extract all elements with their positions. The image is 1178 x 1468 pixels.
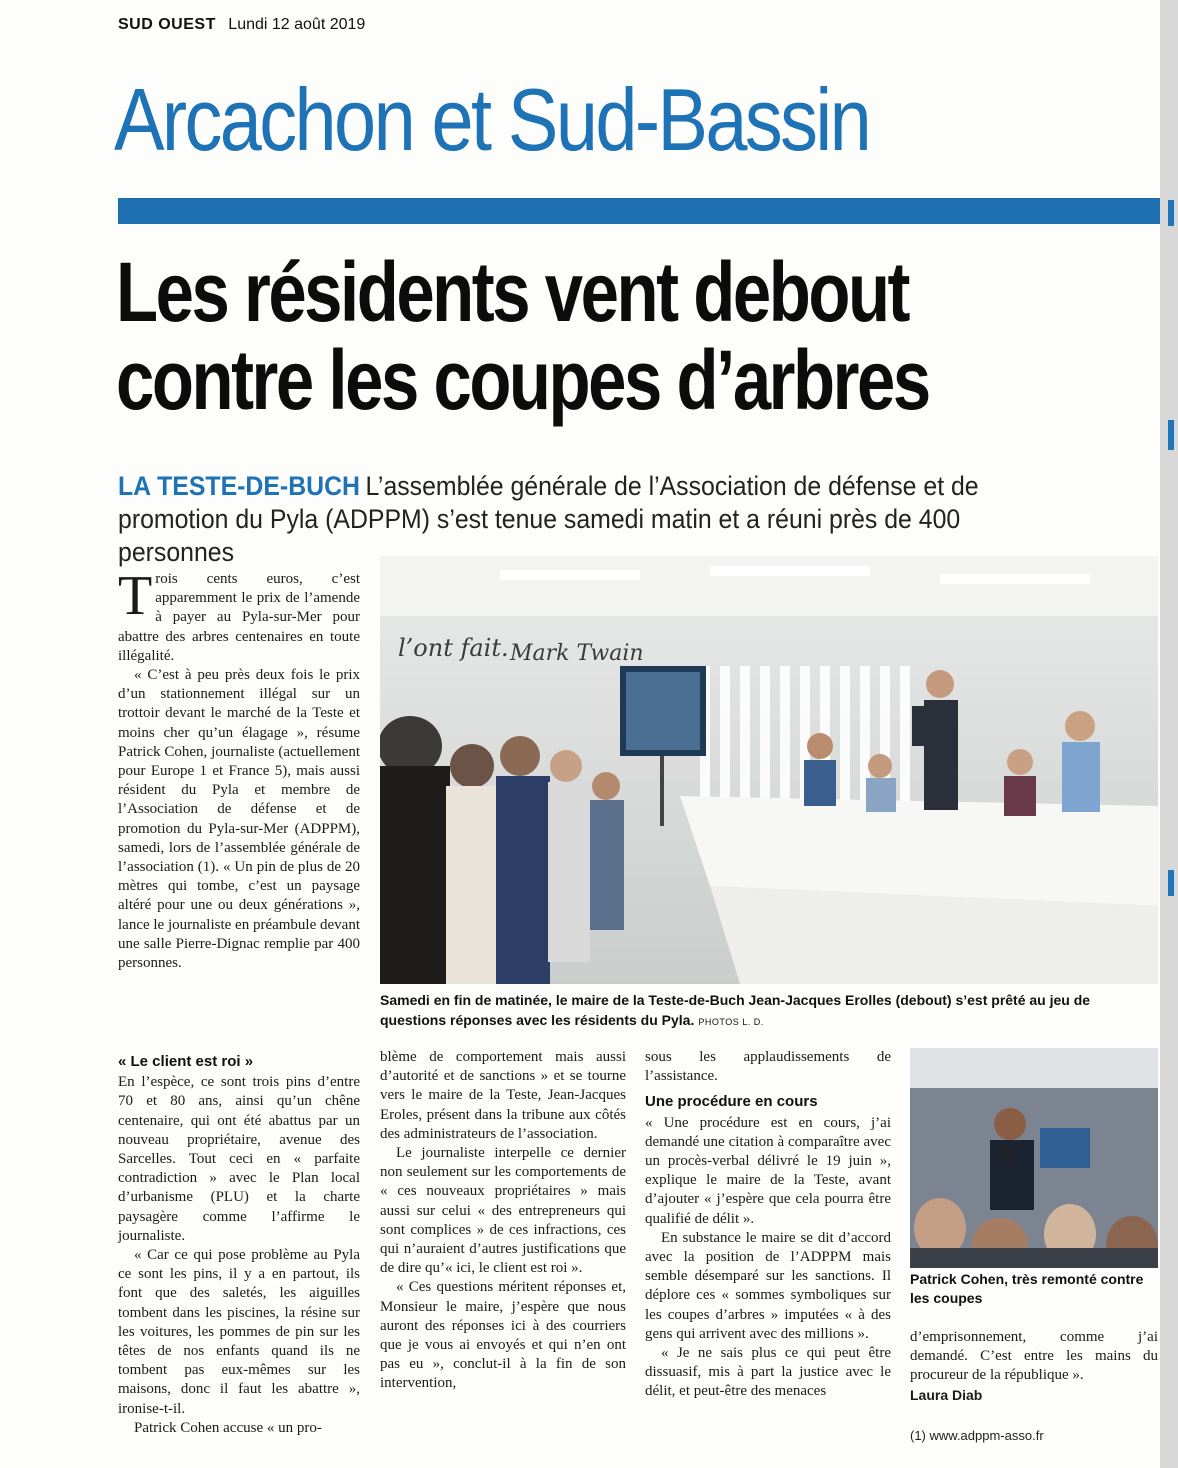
drop-cap: T <box>118 565 153 627</box>
article-column-1 <box>118 565 360 973</box>
masthead <box>118 16 365 34</box>
paragraph: En substance le maire se dit d’accord avec la position de l’ADPPM mais semble désemparé sur les sanctions. Il déplore ces « sommes symboliques sur les coupes d’arbres » imputées « à des gens qui arrivent avec des millions ». <box>645 1229 891 1342</box>
main-photo-caption <box>380 990 1150 1032</box>
paragraph: « Je ne sais plus ce qui peut être dissuasif, mis à part la justice avec le délit, et peut-être des menaces <box>645 1345 891 1400</box>
edge-blue-mark <box>1168 870 1174 896</box>
photo-credit: PHOTOS L. D. <box>698 1017 764 1027</box>
standfirst-text: L’assemblée générale de l’Association de défense et de promotion du Pyla (ADPPM) s’est tenue samedi matin et a réuni près de 400 personnes <box>118 471 979 567</box>
speaker-photo-illustration <box>910 1048 1158 1268</box>
caption-text: Samedi en fin de matinée, le maire de la Teste-de-Buch Jean-Jacques Erolles (debout) s’est prêté au jeu de questions réponses avec les résidents du Pyla. <box>380 992 1091 1028</box>
article-headline <box>116 245 985 427</box>
masthead-brand: SUD OUEST <box>118 16 216 33</box>
masthead-date: Lundi 12 août 2019 <box>228 16 366 33</box>
paragraph: « Ces questions méritent réponses et, Monsieur le maire, j’espère que nous auront des réponses ici à des courriers que je vous ai envoyés et qui n’en ont pas eu », conclut-il à la fin de son intervention, <box>380 1279 626 1392</box>
dateline-location: LA TESTE-DE-BUCH <box>118 471 360 501</box>
subheading: « Le client est roi » <box>118 1053 254 1070</box>
paragraph: Patrick Cohen accuse « un pro- <box>134 1419 322 1436</box>
article-standfirst <box>118 470 1075 569</box>
wall-text-2: Mark Twain <box>510 641 644 666</box>
article-column-4 <box>910 1328 1158 1405</box>
adjacent-page-edge <box>1160 0 1178 1468</box>
paragraph: « Car ce qui pose problème au Pyla ce sont les pins, il y a en partout, ils font que des saletés, les aiguilles tombent dans les piscines, la résine sur les voitures, les pommes de pin sur les têtes de nos enfants quand ils ne tombent pas eux-mêmes sur les maisons, donc il faut les abattre », ironise-t-il. <box>118 1247 360 1417</box>
headline-line-1: Les résidents vent debout <box>116 245 909 339</box>
small-photo <box>910 1048 1158 1268</box>
paragraph: Trois cents euros, c’est apparemment le prix de l’amende à payer au Pyla-sur-Mer pour abattre des arbres centenaires en toute illégalité. <box>118 565 360 664</box>
meeting-photo-illustration <box>380 556 1158 984</box>
paragraph: sous les applaudissements de l’assistance. <box>645 1049 891 1085</box>
edge-blue-mark <box>1168 420 1174 450</box>
paragraph: « Une procédure est en cours, j’ai demandé une citation à comparaître avec un procès-verbal délivré le 19 juin », explique le maire de la Teste, avant d’ajouter « j’espère que cela pourra être qualifié de délit ». <box>645 1114 891 1227</box>
article-column-1-lower <box>118 1046 360 1438</box>
section-divider-bar <box>118 198 1178 224</box>
paragraph: En l’espèce, ce sont trois pins d’entre 70 et 80 ans, ainsi qu’un chêne centenaire, qui ont été abattus par un nouveau propriétaire, avenue des Sarcelles. Tout ceci en « parfaite contradiction » avec le Plan local d’urbanisme (PLU) et la charte paysagère comme l’affirme le journaliste. <box>118 1074 360 1244</box>
paragraph: « C’est à peu près deux fois le prix d’un stationnement illégal sur un trottoir devant le marché de la Teste et moins cher qu’un élagage », résume Patrick Cohen, journaliste (actuellement pour Europe 1 et France 5), mais aussi résident du Pyla et membre de l’Association de défense et de promotion du Pyla-sur-Mer (ADPPM), samedi, lors de l’assemblée générale de l’association (1). « Un pin de plus de 20 mètres qui tombe, c’est un paysage altéré pour une ou deux générations », lance le journaliste en préambule devant une salle Pierre-Dignac remplie par 400 personnes. <box>118 667 360 972</box>
paragraph: blème de comportement mais aussi d’autorité et de sanctions » et se tourne vers le maire de la Teste, Jean-Jacques Eroles, présent dans la tribune aux côtés des administrateurs de l’association. <box>380 1049 626 1142</box>
paragraph: Le journaliste interpelle ce dernier non seulement sur les comportements de « ces nouveaux propriétaires » mais aussi sur celui « des entrepreneurs qui sont complices » de ces infractions, ces qui n’auraient d’autres justifications que de dire qu’« ici, le client est roi ». <box>380 1145 626 1277</box>
article-column-2 <box>380 1048 626 1394</box>
edge-blue-mark <box>1168 200 1174 226</box>
footnote: (1) www.adppm-asso.fr <box>910 1428 1044 1443</box>
small-photo-caption: Patrick Cohen, très remonté contre les coupes <box>910 1271 1144 1306</box>
section-title: Arcachon et Sud-Bassin <box>114 70 870 169</box>
paragraph: d’emprisonnement, comme j’ai demandé. C’est entre les mains du procureur de la république ». <box>910 1329 1158 1384</box>
article-column-3 <box>645 1048 891 1402</box>
headline-line-2: contre les coupes d’arbres <box>116 333 929 427</box>
subheading: Une procédure en cours <box>645 1093 818 1111</box>
wall-text-1: l’ont fait. <box>398 634 509 662</box>
author-signature: Laura Diab <box>910 1386 983 1403</box>
main-photo <box>380 556 1158 984</box>
